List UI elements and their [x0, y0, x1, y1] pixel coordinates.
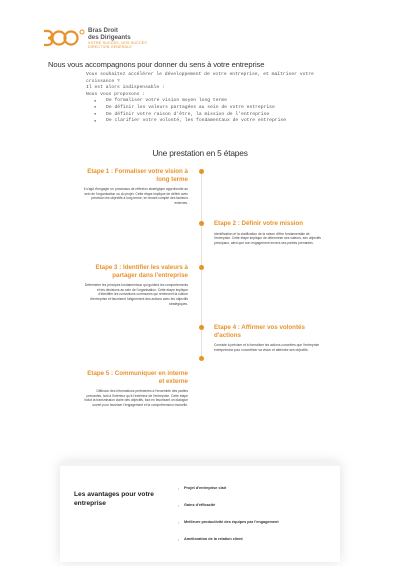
process-step-5 [82, 370, 188, 408]
brand-tagline-line2: DIRECTION GÉNÉRALE [88, 45, 132, 50]
benefit-label: Meilleure productivité des équipes par l'engagement [184, 520, 279, 524]
intro-line: Il est alors indispensable : [86, 85, 165, 91]
benefit-item [178, 537, 338, 554]
chevron-right-icon: › [178, 520, 180, 525]
brand-text [88, 27, 147, 49]
benefit-item [178, 503, 338, 520]
brand-logo-mark [42, 28, 86, 48]
process-step-body: Il s'agit d'engager un processus de réflexion stratégique approfondie au sein de l'organisation ou du projet. Cette étape implique de définir avec précision les objectifs à long terme, en tenant compte des facteurs externes. [83, 187, 188, 205]
timeline-dot [199, 325, 204, 330]
benefit-item [178, 520, 338, 537]
chevron-right-icon: › [178, 486, 180, 491]
brand-name-line2: des Dirigeants [88, 34, 131, 41]
benefits-top-bar [60, 462, 340, 466]
process-step-title: Etape 5 : Communiquer en interne et externe [87, 370, 188, 385]
benefits-card [60, 462, 340, 562]
timeline-dot [199, 265, 204, 270]
process-step-body: Consiste à préciser et à formaliser les actions concrètes que l'entreprise entreprendra pour concrétiser sa vision et atteindre ses objectifs. [214, 343, 320, 352]
benefit-item [178, 486, 338, 503]
process-step-1 [82, 168, 188, 206]
process-step-body: Identification et la clarification de la raison d'être fondamentale de l'entreprise. Cette étape implique de déterminer ses valeurs, ses objectifs principaux, ainsi que son engagement envers ses parties prenantes. [214, 231, 321, 245]
brand-logo [42, 24, 162, 56]
process-step-title: Etape 2 : Définir votre mission [214, 220, 304, 227]
intro-title: Nous vous accompagnons pour donner du sens à votre entreprise [48, 60, 265, 69]
chevron-right-icon: › [178, 537, 180, 542]
benefits-list [178, 486, 338, 554]
intro-line: croissance ? [86, 78, 120, 84]
timeline-dot [199, 169, 204, 174]
benefit-label: Gains d'efficacité [184, 503, 216, 507]
process-step-title: Etape 3 : Identifier les valeurs à partager dans l'entreprise [95, 264, 188, 279]
timeline-dot [199, 221, 204, 226]
timeline-dot [199, 356, 204, 361]
process-step-title: Etape 1 : Formaliser votre vision à long terme [87, 168, 188, 183]
brand-name-line1: Bras Droit [88, 27, 118, 34]
process-step-3 [82, 264, 188, 306]
intro-bullet-list [86, 98, 326, 124]
intro-line: Vous souhaitez accélérer le développement de votre entreprise, et maîtriser votre [86, 72, 314, 77]
process-title: Une prestation en 5 étapes [152, 148, 248, 158]
intro-line: Nous vous proposons : [86, 91, 146, 97]
process-step-body: Déterminer les principes fondamentaux qui guident les comportements et les décisions au sein de l'organisation. Cette étape implique d'identifier les convictions communes qui renforcent la culture d'entreprise et favorisent l'alignement des actions avec les objectifs stratégiques. [84, 283, 188, 306]
intro-bullet: ● De définir les valeurs partagées au sein de votre entreprise [106, 105, 326, 112]
benefit-label: Projet d'entreprise clair [184, 486, 227, 490]
process-step-title: Etape 4 : Affirmer vos volontés d'actions [214, 324, 305, 339]
chevron-right-icon: › [178, 503, 180, 508]
intro-bullet: ● De définir votre raison d'être, la mission de l'entreprise [106, 112, 326, 119]
intro-bullet: ● De clarifier votre volonté, les fondamentaux de votre entreprise [106, 118, 326, 125]
process-step-2 [214, 220, 326, 245]
benefit-label: Amélioration de la relation client [184, 537, 243, 541]
brand-tagline-line1: VOTRE SUCCÈS, NOS SUCCÈS [88, 41, 147, 45]
benefits-title: Les avantages pour votre entreprise [74, 491, 154, 507]
intro-bullet: ● De formaliser votre vision moyen long terme [106, 98, 326, 105]
intro-text [86, 72, 326, 125]
process-step-body: Diffusion des informations pertinentes à l'ensemble des parties prenantes, tant à l'intérieur qu'à l'extérieur de l'entreprise. Cette étape inclut la transmission claire des objectifs, tout en favorisant un dialogue ouvert pour favoriser l'engagement et la compréhension mutuelle. [84, 389, 188, 407]
process-step-4 [214, 324, 326, 352]
